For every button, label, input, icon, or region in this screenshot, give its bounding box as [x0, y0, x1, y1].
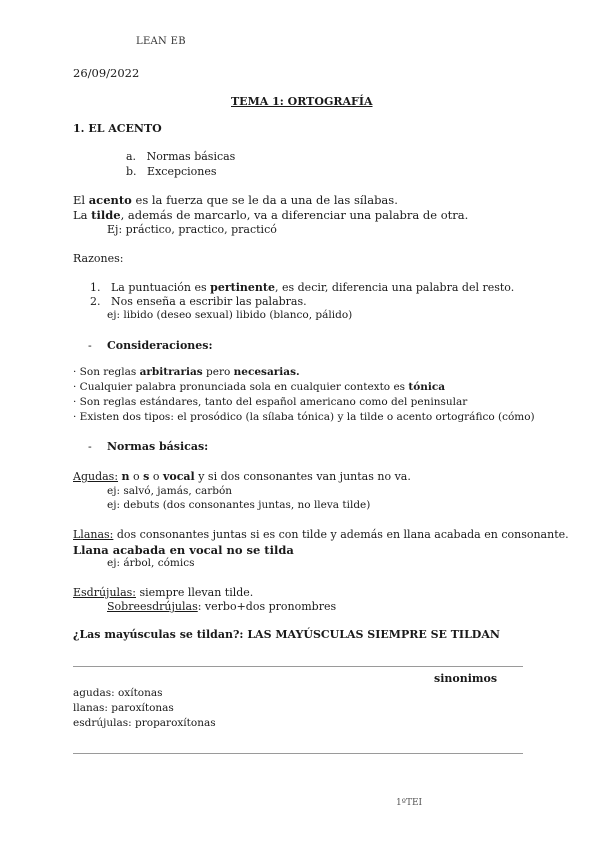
bold-term: tilde: [91, 208, 121, 222]
sobreesdrujulas-line: Sobreesdrújulas: verbo+dos pronombres: [107, 600, 337, 613]
razones-label: Razones:: [73, 252, 124, 265]
consideracion-line: · Existen dos tipos: el prosódico (la sílaba tónica) y la tilde o acento ortográfico (cómo): [73, 411, 535, 423]
example-line: Ej: práctico, practico, practicó: [107, 223, 277, 236]
bold-term: pertinente: [210, 281, 275, 294]
consideracion-line: · Son reglas estándares, tanto del español americano como del peninsular: [73, 396, 468, 408]
page-footer: 1ºTEI: [396, 798, 423, 808]
razones-item: 2. Nos enseña a escribir las palabras.: [90, 295, 307, 308]
example-line: ej: árbol, cómics: [107, 557, 195, 569]
normas-heading: Normas básicas:: [107, 440, 209, 453]
bullet-marker: -: [88, 440, 92, 453]
list-marker: b.: [126, 165, 137, 178]
consideraciones-heading: Consideraciones:: [107, 339, 213, 352]
mayusculas-line: ¿Las mayúsculas se tildan?: LAS MAYÚSCULAS SIEMPRE SE TILDAN: [73, 628, 500, 641]
razones-item: 1. La puntuación es pertinente, es decir, diferencia una palabra del resto.: [90, 281, 515, 294]
list-marker: 2.: [90, 295, 101, 308]
sinonimos-heading: sinonimos: [434, 672, 498, 685]
list-item-text: Normas básicas: [146, 150, 236, 163]
list-item-text: Excepciones: [147, 165, 217, 178]
divider-line: [73, 753, 523, 754]
llanas-line: Llanas: dos consonantes juntas si es con tilde y además en llana acabada en consonante.: [73, 528, 569, 541]
intro-line: La tilde, además de marcarlo, va a diferenciar una palabra de otra.: [73, 208, 469, 222]
intro-line: El acento es la fuerza que se le da a una de las sílabas.: [73, 193, 398, 207]
section-list-item: [126, 165, 217, 178]
list-marker: 1.: [90, 281, 101, 294]
document-date: 26/09/2022: [73, 66, 140, 80]
bold-term: acento: [88, 193, 132, 207]
esdrujulas-line: Esdrújulas: siempre llevan tilde.: [73, 586, 254, 599]
sinonimo-line: esdrújulas: proparoxítonas: [73, 717, 216, 729]
example-line: ej: salvó, jamás, carbón: [107, 485, 233, 497]
agudas-line: Agudas: n o s o vocal y si dos consonantes van juntas no va.: [73, 470, 411, 483]
agudas-label: Agudas:: [73, 470, 119, 483]
sobreesdrujulas-label: Sobreesdrújulas: [107, 600, 198, 613]
esdrujulas-label: Esdrújulas:: [73, 586, 136, 599]
document-header: LEAN EB: [136, 36, 186, 47]
consideracion-line: · Cualquier palabra pronunciada sola en cualquier contexto es tónica: [73, 381, 446, 393]
example-line: ej: debuts (dos consonantes juntas, no lleva tilde): [107, 499, 371, 511]
example-line: ej: libido (deseo sexual) libido (blanco, pálido): [107, 309, 353, 321]
list-marker: a.: [126, 150, 137, 163]
sinonimo-line: agudas: oxítonas: [73, 687, 163, 699]
divider-line: [73, 666, 523, 667]
consideracion-line: · Son reglas arbitrarias pero necesarias.: [73, 366, 300, 378]
document-title: TEMA 1: ORTOGRAFÍA: [231, 95, 373, 108]
section-heading: 1. EL ACENTO: [73, 122, 162, 135]
llanas-label: Llanas:: [73, 528, 114, 541]
bullet-marker: -: [88, 339, 92, 352]
section-list-item: [126, 150, 235, 163]
llanas-bold-line: Llana acabada en vocal no se tilda: [73, 543, 294, 557]
sinonimo-line: llanas: paroxítonas: [73, 702, 174, 714]
